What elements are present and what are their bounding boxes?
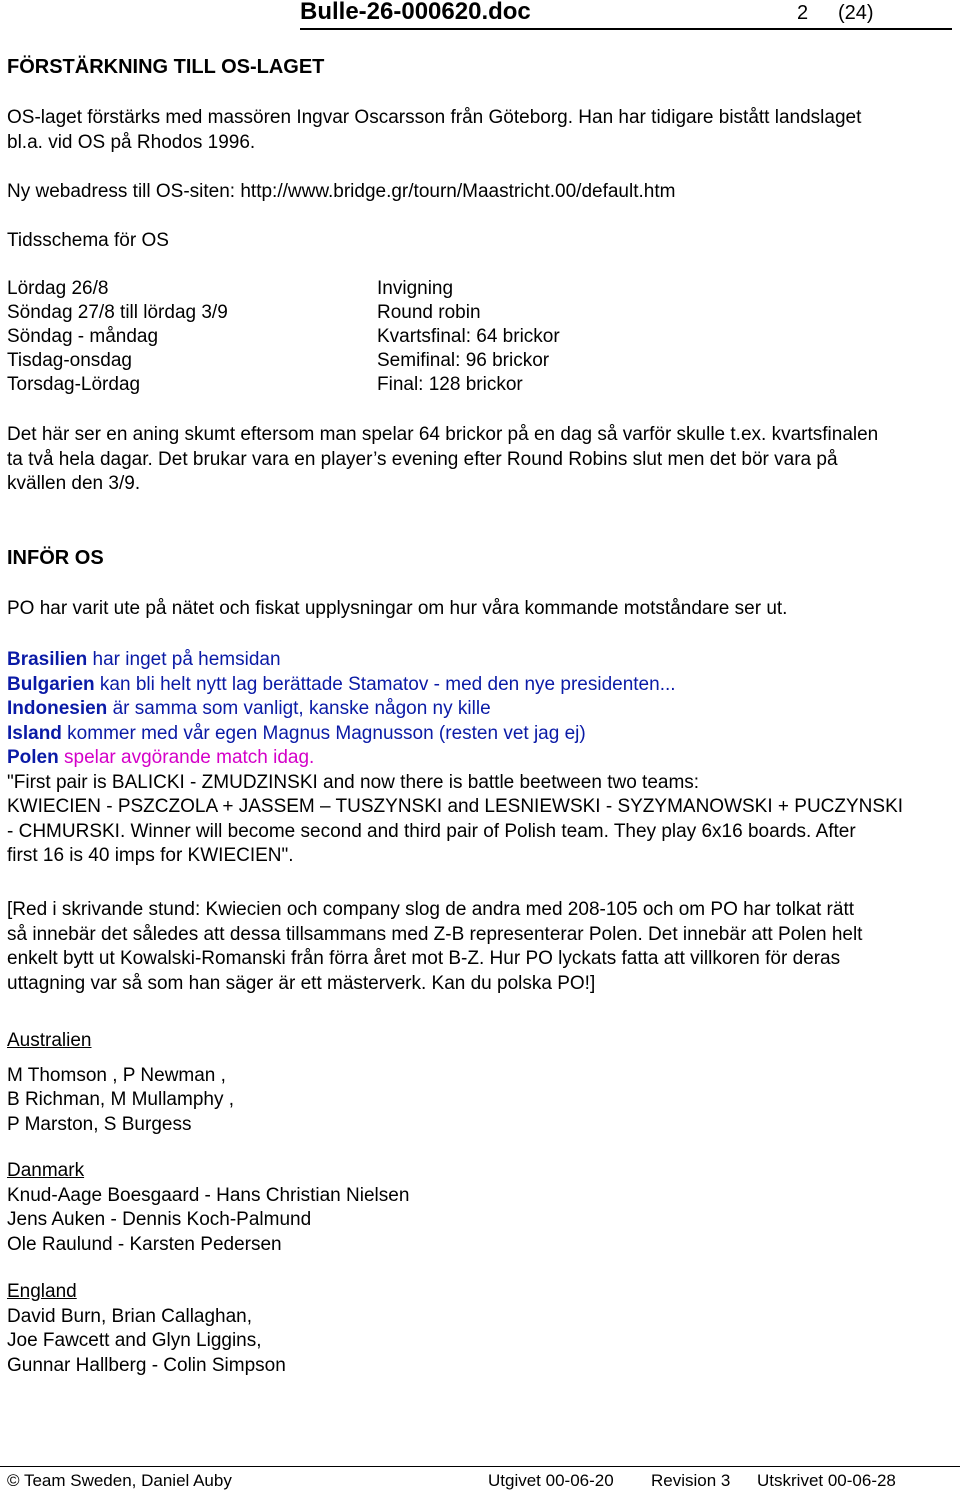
paragraph-line: OS-laget förstärks med massören Ingvar Oscarsson från Göteborg. Han har tidigare bistått landslaget — [7, 107, 862, 128]
paragraph-line: kvällen den 3/9. — [7, 473, 141, 494]
team-pair: M Thomson , P Newman , — [7, 1064, 226, 1086]
page-count: (24) — [838, 2, 874, 24]
schedule-when: Söndag 27/8 till lördag 3/9 — [7, 302, 228, 323]
team-pair: Jens Auken - Dennis Koch-Palmund — [7, 1209, 312, 1230]
quote-line: - CHMURSKI. Winner will become second and third pair of Polish team. They play 6x16 boards. After — [7, 820, 856, 842]
schedule-when: Söndag - måndag — [7, 326, 159, 347]
team-england — [7, 1280, 957, 1378]
country-name: Indonesien — [7, 698, 108, 719]
country-name: Brasilien — [7, 649, 88, 670]
country-text: har inget på hemsidan — [87, 649, 281, 670]
country-note — [7, 722, 957, 747]
schedule-what: Kvartsfinal: 64 brickor — [377, 326, 560, 347]
country-notes — [7, 648, 957, 869]
team-pair: Knud-Aage Boesgaard - Hans Christian Nielsen — [7, 1184, 410, 1206]
footer-revision: Revision 3 — [651, 1471, 731, 1490]
team-pair: Joe Fawcett and Glyn Liggins, — [7, 1330, 262, 1351]
country-text: är samma som vanligt, kanske någon ny kille — [107, 698, 491, 719]
country-name: Bulgarien — [7, 673, 95, 695]
paragraph-line: Det här ser en aning skumt eftersom man spelar 64 brickor på en dag så varför skulle t.ex. kvartsfinalen — [7, 424, 879, 445]
team-pair: David Burn, Brian Callaghan, — [7, 1305, 253, 1327]
paragraph-massor — [7, 106, 957, 155]
team-pair: Ole Raulund - Karsten Pedersen — [7, 1233, 282, 1255]
team-country: England — [7, 1281, 77, 1302]
intro-paragraph: PO har varit ute på nätet och fiskat upplysningar om hur våra kommande motståndare ser ut. — [7, 598, 788, 619]
country-text: kommer med vår egen Magnus Magnusson (resten vet jag ej) — [61, 722, 586, 744]
team-pair: Gunnar Hallberg - Colin Simpson — [7, 1354, 286, 1376]
country-note — [7, 697, 957, 722]
schedule-what: Semifinal: 96 brickor — [377, 350, 550, 371]
schedule-what: Final: 128 brickor — [377, 374, 523, 395]
country-name: Island — [7, 722, 62, 744]
schedule-note — [7, 423, 957, 497]
footer-published: Utgivet 00-06-20 — [488, 1471, 614, 1490]
quote-line: "First pair is BALICKI - ZMUDZINSKI and now there is battle beetween two teams: — [7, 771, 700, 793]
section-heading-forstarkning: FÖRSTÄRKNING TILL OS-LAGET — [7, 56, 325, 78]
editor-note — [7, 898, 957, 996]
section-heading-infor-os: INFÖR OS — [7, 547, 104, 569]
quote-line: KWIECIEN - PSZCZOLA + JASSEM – TUSZYNSKI and LESNIEWSKI - SYZYMANOWSKI + PUCZYNSKI — [7, 796, 904, 817]
country-note — [7, 673, 957, 698]
schedule-what: Round robin — [377, 302, 481, 323]
country-text: kan bli helt nytt lag berättade Stamatov - med den nye presidenten... — [94, 673, 676, 695]
header-rule — [300, 28, 952, 30]
team-danmark — [7, 1159, 957, 1257]
paragraph-line: ta två hela dagar. Det brukar vara en player’s evening efter Round Robins slut men det bör vara på — [7, 448, 838, 470]
website-url-line: Ny webadress till OS-siten: http://www.bridge.gr/tourn/Maastricht.00/default.htm — [7, 181, 676, 202]
country-note — [7, 648, 957, 673]
team-country: Danmark — [7, 1160, 85, 1181]
editor-note-line: [Red i skrivande stund: Kwiecien och company slog de andra med 208-105 och om PO har tolkat rätt — [7, 899, 855, 920]
footer-rule — [0, 1466, 960, 1467]
document-title: Bulle-26-000620.doc — [300, 0, 531, 25]
editor-note-line: enkelt bytt ut Kowalski-Romanski från förra året mot B-Z. Hur PO lyckats fatta att villkoren för deras — [7, 948, 841, 969]
quote-line: first 16 is 40 imps for KWIECIEN". — [7, 845, 294, 866]
schedule-when: Lördag 26/8 — [7, 278, 109, 299]
team-pair: B Richman, M Mullamphy , — [7, 1089, 235, 1110]
country-name: Polen — [7, 747, 59, 768]
country-note-polen — [7, 746, 957, 771]
page-number: 2 — [797, 2, 809, 24]
schedule-when: Tisdag-onsdag — [7, 350, 132, 371]
team-australien — [7, 1029, 957, 1137]
country-text: spelar avgörande match idag. — [58, 747, 315, 768]
schedule-title: Tidsschema för OS — [7, 230, 169, 251]
footer-copyright: © Team Sweden, Daniel Auby — [7, 1471, 232, 1490]
schedule-what: Invigning — [377, 278, 454, 299]
editor-note-line: så innebär det således att dessa tillsammans med Z-B representerar Polen. Det innebär att Polen helt — [7, 923, 863, 945]
team-country: Australien — [7, 1030, 92, 1051]
editor-note-line: uttagning var så som han säger är ett mästerverk. Kan du polska PO!] — [7, 972, 596, 994]
footer-printed: Utskrivet 00-06-28 — [757, 1471, 896, 1490]
team-pair: P Marston, S Burgess — [7, 1113, 192, 1135]
paragraph-line: bl.a. vid OS på Rhodos 1996. — [7, 131, 256, 153]
schedule-when: Torsdag-Lördag — [7, 374, 141, 395]
